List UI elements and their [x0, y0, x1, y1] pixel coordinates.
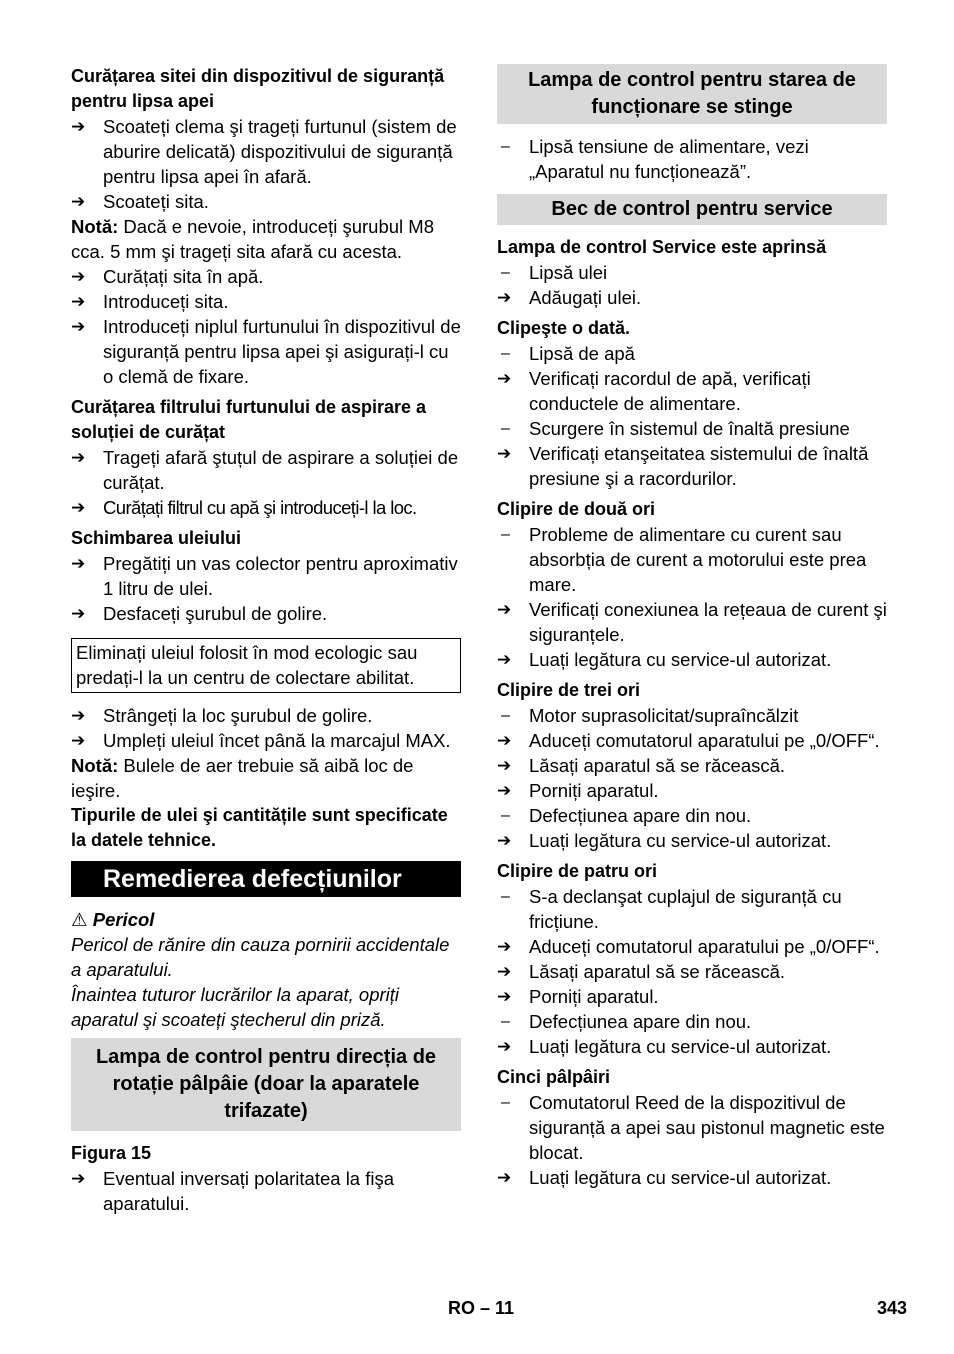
- section-title: Curățarea filtrului furtunului de aspirare a soluției de curățat: [71, 397, 427, 442]
- dash-marker: –: [501, 1013, 510, 1030]
- arrow-icon: ➔: [497, 731, 512, 750]
- list-item: ➔ Strângeți la loc şurubul de golire.: [71, 705, 373, 726]
- danger-text: Înaintea tuturor lucrărilor la aparat, opriți aparatul şi scoateți ştecherul din priză.: [71, 984, 400, 1030]
- left-column: [71, 64, 461, 1216]
- note: Notă: Bulele de aer trebuie să aibă loc de ieşire.: [71, 755, 414, 801]
- arrow-icon: ➔: [71, 292, 86, 311]
- arrow-icon: ➔: [71, 498, 85, 517]
- right-column: [497, 64, 887, 1190]
- arrow-icon: ➔: [497, 650, 512, 669]
- section-title: Clipeşte o dată.: [497, 318, 631, 338]
- section-title: Clipire de două ori: [497, 499, 656, 519]
- arrow-icon: ➔: [497, 1168, 512, 1187]
- list-item: – Probleme de alimentare cu curent sau absorbția de curent a motorului este prea mare.: [497, 522, 887, 597]
- note: Notă: Dacă e nevoie, introduceți şurubul M8 cca. 5 mm şi trageți sita afară cu acesta.: [71, 216, 434, 262]
- section-title: Clipire de patru ori: [497, 861, 658, 881]
- danger-label: ⚠ Pericol: [71, 909, 155, 930]
- dash-marker: –: [501, 138, 510, 155]
- list-item: ➔ Introduceți niplul furtunului în dispozitivul de siguranță pentru lipsa apei şi asigurați-l cu o clemă de fixare.: [71, 316, 461, 387]
- list-item: – S-a declanşat cuplajul de siguranță cu fricțiune.: [497, 884, 887, 934]
- list-item: ➔ Introduceți sita.: [71, 291, 229, 312]
- list-item: – Scurgere în sistemul de înaltă presiune: [497, 416, 887, 441]
- section-title: Cinci pâlpâiri: [497, 1067, 611, 1087]
- list-item: ➔ Scoateți sita.: [71, 191, 209, 212]
- dash-marker: –: [501, 345, 510, 362]
- arrow-icon: ➔: [71, 448, 86, 467]
- arrow-icon: ➔: [71, 117, 86, 136]
- bold-note: Tipurile de ulei şi cantitățile sunt specificate la datele tehnice.: [71, 805, 448, 850]
- arrow-icon: ➔: [497, 756, 512, 775]
- section-title: Clipire de trei ori: [497, 680, 641, 700]
- arrow-icon: ➔: [497, 987, 512, 1006]
- list-item: ➔ Luați legătura cu service-ul autorizat.: [497, 830, 832, 851]
- list-item: ➔ Porniți aparatul.: [497, 986, 659, 1007]
- list-item: ➔ Aduceți comutatorul aparatului pe „0/OFF“.: [497, 730, 880, 751]
- arrow-icon: ➔: [497, 1037, 512, 1056]
- list-item: ➔ Curățați filtrul cu apă şi introduceți-l la loc.: [71, 497, 417, 518]
- list-item: ➔ Luați legătura cu service-ul autorizat.: [497, 1167, 832, 1188]
- dash-marker: –: [501, 420, 510, 437]
- dash-marker: –: [501, 1094, 510, 1111]
- section-heading-shaded: Lampa de control pentru starea de funcționare se stinge: [497, 64, 887, 124]
- list-item: – Lipsă ulei: [497, 260, 887, 285]
- section-title: Schimbarea uleiului: [71, 528, 242, 548]
- arrow-icon: ➔: [71, 554, 86, 573]
- page-section-label: RO – 11: [448, 1298, 515, 1318]
- section-title: Lampa de control Service este aprinsă: [497, 237, 827, 257]
- arrow-icon: ➔: [497, 369, 512, 388]
- arrow-icon: ➔: [71, 317, 86, 336]
- list-item: ➔ Pregătiți un vas colector pentru aproximativ 1 litru de ulei.: [71, 553, 458, 599]
- main-heading: Remedierea defecțiunilor: [71, 861, 461, 897]
- list-item: ➔ Eventual inversați polaritatea la fişa aparatului.: [71, 1168, 395, 1214]
- section-title: Curățarea sitei din dispozitivul de siguranță pentru lipsa apei: [71, 66, 445, 111]
- arrow-icon: ➔: [497, 831, 512, 850]
- section-heading-shaded: Bec de control pentru service: [497, 194, 887, 225]
- dash-marker: –: [501, 526, 510, 543]
- warning-icon: ⚠: [71, 909, 88, 930]
- list-item: – Lipsă de apă: [497, 341, 887, 366]
- list-item: – Comutatorul Reed de la dispozitivul de siguranță a apei sau pistonul magnetic este blocat.: [497, 1090, 887, 1165]
- section-heading-shaded: Lampa de control pentru direcția de rotație pâlpâie (doar la aparatele trifazate): [71, 1038, 461, 1131]
- dash-marker: –: [501, 807, 510, 824]
- arrow-icon: ➔: [71, 706, 86, 725]
- arrow-icon: ➔: [497, 288, 512, 307]
- list-item: ➔ Porniți aparatul.: [497, 780, 659, 801]
- list-item: – Lipsă tensiune de alimentare, vezi „Aparatul nu funcționează”.: [497, 134, 887, 184]
- list-item: – Defecțiunea apare din nou.: [497, 1009, 887, 1034]
- arrow-icon: ➔: [497, 962, 512, 981]
- arrow-icon: ➔: [497, 937, 512, 956]
- list-item: ➔ Curățați sita în apă.: [71, 266, 264, 287]
- dash-marker: –: [501, 707, 510, 724]
- arrow-icon: ➔: [497, 781, 512, 800]
- list-item: ➔ Desfaceți şurubul de golire.: [71, 603, 328, 624]
- list-item: ➔ Umpleți uleiul încet până la marcajul MAX.: [71, 730, 451, 751]
- page-number: 343: [877, 1298, 908, 1318]
- list-item: – Defecțiunea apare din nou.: [497, 803, 887, 828]
- danger-text: Pericol de rănire din cauza pornirii accidentale a aparatului.: [71, 934, 450, 980]
- arrow-icon: ➔: [71, 192, 86, 211]
- list-item: ➔ Verificați etanşeitatea sistemului de înaltă presiune şi a racordurilor.: [497, 443, 869, 489]
- list-item: ➔ Lăsați aparatul să se răcească.: [497, 755, 786, 776]
- list-item: ➔ Luați legătura cu service-ul autorizat.: [497, 1036, 832, 1057]
- arrow-icon: ➔: [71, 1169, 86, 1188]
- arrow-icon: ➔: [497, 444, 512, 463]
- environment-note-box: Eliminați uleiul folosit în mod ecologic sau predați-l la un centru de colectare abilitat.: [71, 638, 461, 693]
- list-item: ➔ Adăugați ulei.: [497, 287, 642, 308]
- list-item: ➔ Lăsați aparatul să se răcească.: [497, 961, 786, 982]
- arrow-icon: ➔: [497, 600, 512, 619]
- list-item: ➔ Luați legătura cu service-ul autorizat.: [497, 649, 832, 670]
- list-item: ➔ Aduceți comutatorul aparatului pe „0/OFF“.: [497, 936, 880, 957]
- dash-marker: –: [501, 264, 510, 281]
- arrow-icon: ➔: [71, 604, 86, 623]
- list-item: – Motor suprasolicitat/supraîncălzit: [497, 703, 887, 728]
- list-item: ➔ Verificați conexiunea la rețeaua de curent şi siguranțele.: [497, 599, 887, 645]
- dash-marker: –: [501, 888, 510, 905]
- arrow-icon: ➔: [71, 267, 86, 286]
- arrow-icon: ➔: [71, 731, 86, 750]
- figure-ref: Figura 15: [71, 1143, 152, 1163]
- list-item: ➔ Scoateți clema şi trageți furtunul (sistem de aburire delicată) dispozitivului de siguranță pentru lipsa apei în afară.: [71, 116, 457, 187]
- list-item: ➔ Verificați racordul de apă, verificați conductele de alimentare.: [497, 368, 811, 414]
- list-item: ➔ Trageți afară ştuțul de aspirare a soluției de curățat.: [71, 447, 459, 493]
